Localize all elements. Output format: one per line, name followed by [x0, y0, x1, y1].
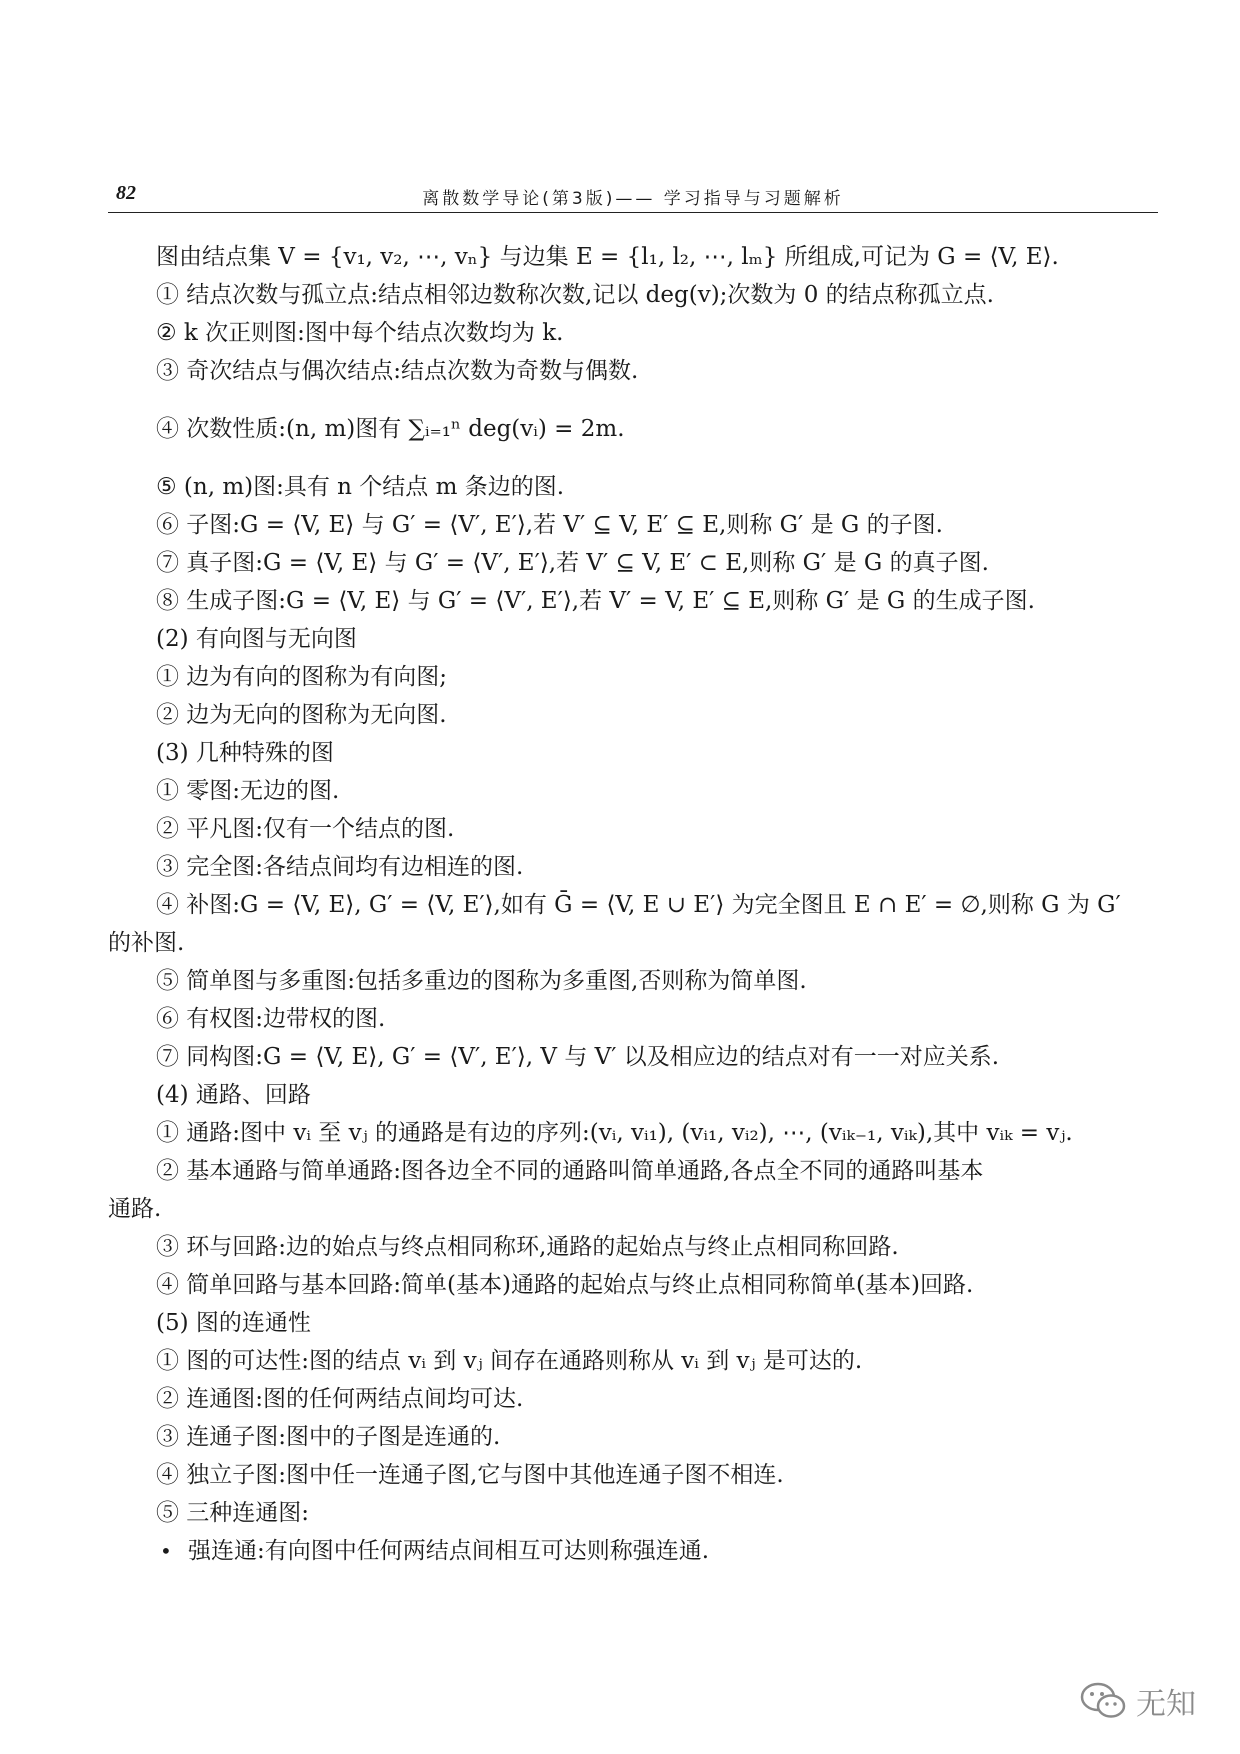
- text-line: ② 连通图:图的任何两结点间均可达.: [156, 1386, 524, 1412]
- text-line: ⑤ 三种连通图:: [156, 1500, 310, 1526]
- text-line: ② k 次正则图:图中每个结点次数均为 k.: [156, 320, 564, 346]
- text-line: ④ 简单回路与基本回路:简单(基本)通路的起始点与终止点相同称简单(基本)回路.: [156, 1272, 974, 1298]
- section-heading: (4) 通路、回路: [156, 1082, 311, 1108]
- text-line: ④ 独立子图:图中任一连通子图,它与图中其他连通子图不相连.: [156, 1462, 784, 1488]
- watermark-text: 无知: [1136, 1687, 1196, 1722]
- watermark: [1080, 1678, 1196, 1724]
- text-line: ⑦ 真子图:G = ⟨V, E⟩ 与 G′ = ⟨V′, E′⟩,若 V′ ⊆ V, E′ ⊂ E,则称 G′ 是 G 的真子图.: [156, 550, 989, 576]
- bullet-text: 强连通:有向图中任何两结点间相互可达则称强连通.: [188, 1538, 710, 1564]
- section-heading: (5) 图的连通性: [156, 1310, 311, 1336]
- text-line: ⑦ 同构图:G = ⟨V, E⟩, G′ = ⟨V′, E′⟩, V 与 V′ 以及相应边的结点对有一一对应关系.: [156, 1044, 1000, 1070]
- text-line: ① 边为有向的图称为有向图;: [156, 664, 448, 690]
- text-line: ⑧ 生成子图:G = ⟨V, E⟩ 与 G′ = ⟨V′, E′⟩,若 V′ = V, E′ ⊆ E,则称 G′ 是 G 的生成子图.: [156, 588, 1035, 614]
- text-line: ② 平凡图:仅有一个结点的图.: [156, 816, 455, 842]
- text-line: 图由结点集 V = {v₁, v₂, ⋯, vₙ} 与边集 E = {l₁, l₂, ⋯, lₘ} 所组成,可记为 G = ⟨V, E⟩.: [156, 244, 1059, 270]
- bullet-item: [108, 1532, 1156, 1570]
- page-body: [108, 238, 1156, 1570]
- running-title: 离散数学导论(第3版)—— 学习指导与习题解析: [422, 189, 844, 209]
- text-line: ③ 环与回路:边的始点与终点相同称环,通路的起始点与终止点相同称回路.: [156, 1234, 899, 1260]
- text-line: ⑥ 子图:G = ⟨V, E⟩ 与 G′ = ⟨V′, E′⟩,若 V′ ⊆ V, E′ ⊆ E,则称 G′ 是 G 的子图.: [156, 512, 943, 538]
- text-line: ⑤ (n, m)图:具有 n 个结点 m 条边的图.: [156, 474, 565, 500]
- bullet-icon: •: [160, 1539, 172, 1563]
- section-heading: (3) 几种特殊的图: [156, 740, 334, 766]
- text-line-continuation: 通路.: [108, 1196, 162, 1222]
- wechat-icon: [1080, 1681, 1126, 1721]
- text-line: ⑤ 简单图与多重图:包括多重边的图称为多重图,否则称为简单图.: [156, 968, 807, 994]
- page-number: 82: [116, 182, 136, 204]
- text-line: ② 边为无向的图称为无向图.: [156, 702, 447, 728]
- text-line: ④ 补图:G = ⟨V, E⟩, G′ = ⟨V, E′⟩,如有 Ḡ = ⟨V, E ∪ E′⟩ 为完全图且 E ∩ E′ = ∅,则称 G 为 G′: [156, 892, 1121, 918]
- text-line: ② 基本通路与简单通路:图各边全不同的通路叫简单通路,各点全不同的通路叫基本: [156, 1158, 984, 1184]
- text-line: ① 通路:图中 vᵢ 至 vⱼ 的通路是有边的序列:(vᵢ, vᵢ₁), (vᵢ₁, vᵢ₂), ⋯, (vᵢₖ₋₁, vᵢₖ),其中 vᵢₖ = vⱼ.: [156, 1120, 1073, 1146]
- text-line: ③ 完全图:各结点间均有边相连的图.: [156, 854, 524, 880]
- text-line-continuation: 的补图.: [108, 930, 185, 956]
- text-line: ⑥ 有权图:边带权的图.: [156, 1006, 386, 1032]
- text-line: ① 零图:无边的图.: [156, 778, 340, 804]
- text-line: ④ 次数性质:(n, m)图有 ∑ᵢ₌₁ⁿ deg(vᵢ) = 2m.: [156, 416, 625, 442]
- text-line: ① 图的可达性:图的结点 vᵢ 到 vⱼ 间存在通路则称从 vᵢ 到 vⱼ 是可达的.: [156, 1348, 863, 1374]
- section-heading: (2) 有向图与无向图: [156, 626, 357, 652]
- text-line: ① 结点次数与孤立点:结点相邻边数称次数,记以 deg(v);次数为 0 的结点称孤立点.: [156, 282, 994, 308]
- text-line: ③ 连通子图:图中的子图是连通的.: [156, 1424, 501, 1450]
- text-line: ③ 奇次结点与偶次结点:结点次数为奇数与偶数.: [156, 358, 639, 384]
- page-header: [108, 182, 1158, 213]
